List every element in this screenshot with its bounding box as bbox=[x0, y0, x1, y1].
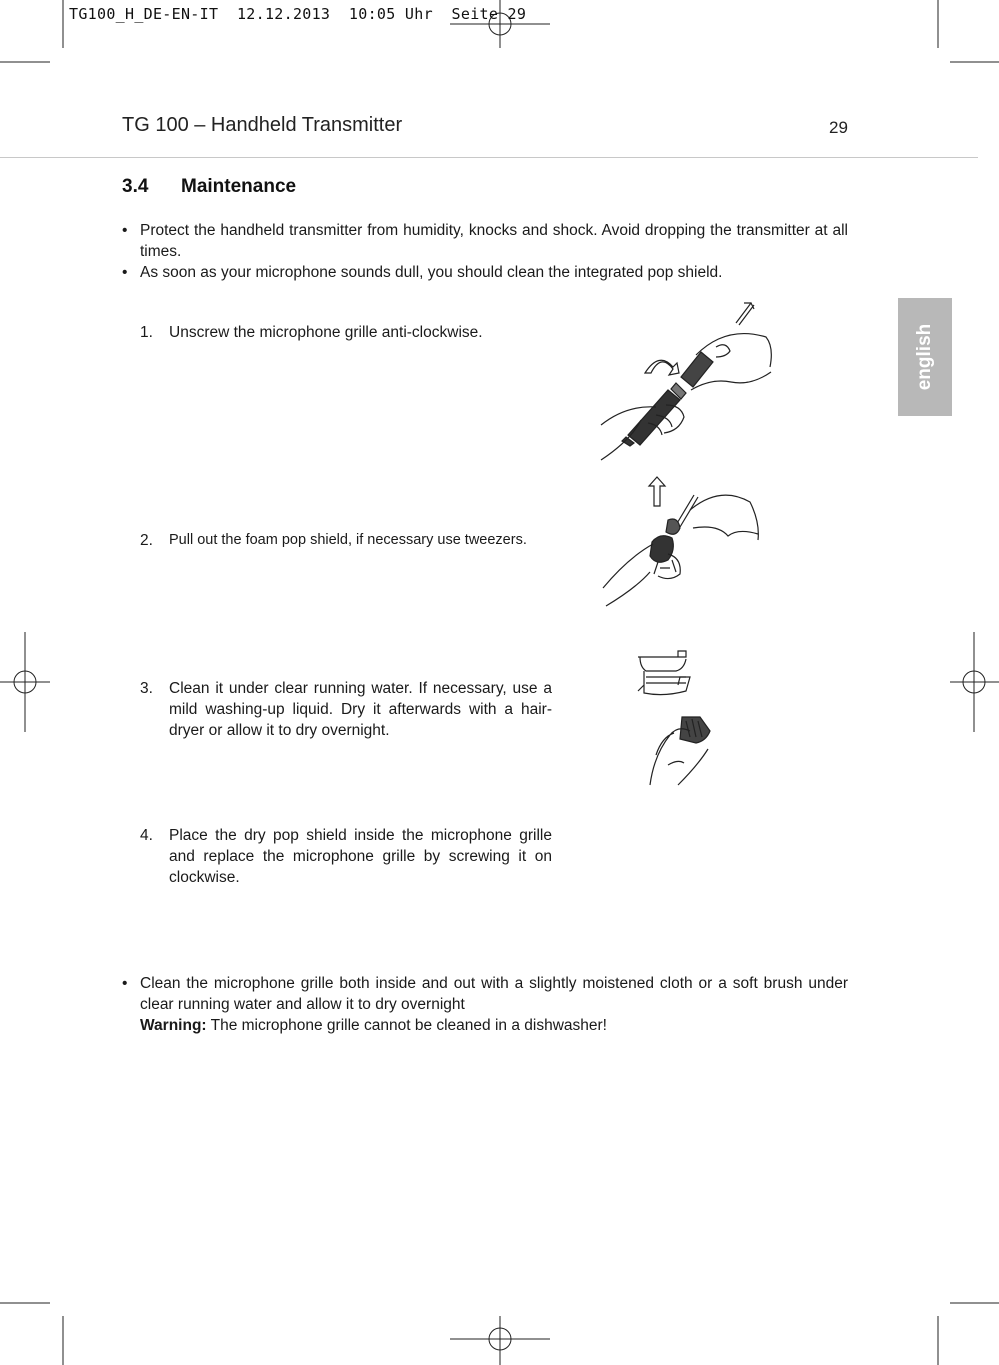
warning-text: The microphone grille cannot be cleaned in a dishwasher! bbox=[210, 1017, 607, 1034]
section-title: Maintenance bbox=[181, 176, 297, 197]
bullet-text bbox=[140, 973, 848, 1036]
step-text: Place the dry pop shield inside the microphone grille and replace the microphone grille by screwing it on clockwise. bbox=[169, 827, 552, 886]
step-text: Unscrew the microphone grille anti-clockwise. bbox=[169, 324, 483, 341]
intro-bullet bbox=[122, 262, 848, 283]
unscrew-grille-illustration bbox=[596, 295, 786, 465]
step-item bbox=[140, 530, 552, 551]
page-number: 29 bbox=[829, 118, 848, 137]
running-header-title: TG 100 – Handheld Transmitter bbox=[122, 114, 403, 136]
rinse-pop-shield-illustration bbox=[630, 645, 730, 790]
section-number: 3.4 bbox=[122, 176, 149, 197]
step-item bbox=[140, 322, 552, 343]
bullet-dot: • bbox=[122, 975, 128, 992]
bullet-dot: • bbox=[122, 264, 128, 281]
intro-bullet bbox=[122, 220, 848, 262]
cleaning-instruction: Clean the microphone grille both inside and out with a slightly moistened cloth or a soft brush under clear running water and allow it to dry overnight bbox=[140, 975, 848, 1013]
step-number: 2. bbox=[140, 532, 153, 549]
step-item bbox=[140, 825, 552, 888]
bullet-text: As soon as your microphone sounds dull, you should clean the integrated pop shield. bbox=[140, 264, 723, 281]
warning-label: Warning: bbox=[140, 1017, 207, 1034]
final-bullet bbox=[122, 973, 848, 1036]
language-tab-label: english bbox=[914, 323, 935, 391]
bullet-dot: • bbox=[122, 222, 128, 239]
step-text: Clean it under clear running water. If necessary, use a mild washing-up liquid. Dry it afterwards with a hair-dryer or allow it to dry overnight. bbox=[169, 680, 552, 739]
bullet-text: Protect the handheld transmitter from humidity, knocks and shock. Avoid dropping the transmitter at all times. bbox=[140, 222, 848, 260]
remove-pop-shield-illustration bbox=[598, 470, 768, 610]
header-divider bbox=[0, 157, 978, 158]
step-number: 3. bbox=[140, 680, 153, 697]
step-item bbox=[140, 678, 552, 741]
step-number: 4. bbox=[140, 827, 153, 844]
step-text: Pull out the foam pop shield, if necessary use tweezers. bbox=[169, 532, 527, 548]
section-heading bbox=[122, 176, 296, 198]
step-number: 1. bbox=[140, 324, 153, 341]
print-slug: TG100_H_DE-EN-IT 12.12.2013 10:05 Uhr Seite 29 bbox=[69, 5, 527, 23]
language-tab bbox=[898, 298, 952, 416]
